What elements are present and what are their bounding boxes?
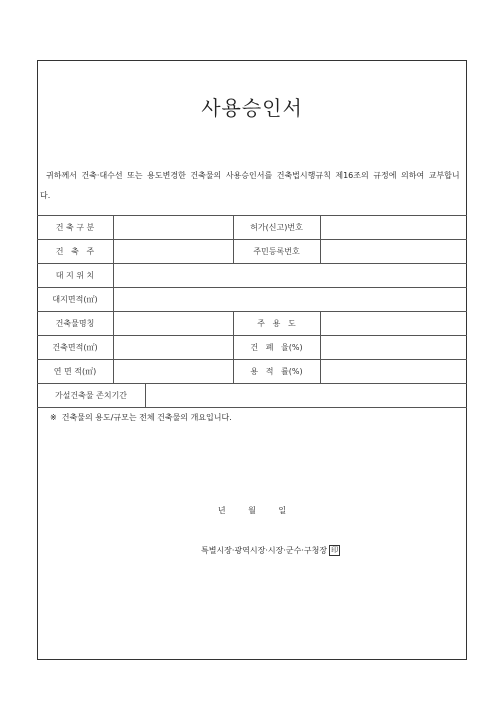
issue-date bbox=[0, 505, 504, 516]
permit-number-label: 허가(신고)번호 bbox=[250, 222, 303, 232]
total-floor-area-field bbox=[113, 359, 233, 383]
temporary-duration-field bbox=[145, 383, 467, 407]
building-area-label: 건축면적(㎡) bbox=[52, 342, 98, 352]
owner-label: 건 축 주 bbox=[55, 246, 95, 256]
site-location-field bbox=[113, 263, 467, 287]
issuing-authority bbox=[201, 545, 340, 556]
intro-paragraph: 귀하께서 건축·대수선 또는 용도변경한 건축물의 사용승인서를 건축법시행규칙 제16조의 규정에 의하여 교부합니다. bbox=[40, 171, 460, 200]
floor-area-ratio-label: 용 적 률(%) bbox=[250, 366, 303, 376]
resident-registration-number-label: 주민등록번호 bbox=[253, 246, 300, 256]
site-area-label: 대지면적(㎡) bbox=[52, 294, 98, 304]
table-border-bottom bbox=[37, 407, 467, 408]
building-category-label: 건 축 구 분 bbox=[55, 222, 95, 232]
authority-name: 특별시장·광역시장·시장·군수·구청장 bbox=[201, 546, 328, 555]
date-day-label: 일 bbox=[278, 506, 287, 515]
building-coverage-ratio-label: 건 폐 율(%) bbox=[250, 342, 303, 352]
total-floor-area-label: 연 면 적(㎡) bbox=[53, 366, 97, 376]
document-title: 사용승인서 bbox=[201, 96, 303, 120]
permit-number-field bbox=[320, 215, 467, 239]
approval-form-table bbox=[37, 215, 467, 407]
building-area-field bbox=[113, 335, 233, 359]
site-area-field bbox=[113, 287, 467, 311]
owner-field bbox=[113, 239, 233, 263]
building-name-field bbox=[113, 311, 233, 335]
resident-registration-number-field bbox=[320, 239, 467, 263]
building-coverage-ratio-field bbox=[320, 335, 467, 359]
building-category-field bbox=[113, 215, 233, 239]
seal-mark: 印 bbox=[331, 546, 339, 554]
floor-area-ratio-field bbox=[320, 359, 467, 383]
date-year-label: 년 bbox=[217, 506, 226, 515]
date-month-label: 월 bbox=[248, 506, 256, 515]
main-use-label: 주 용 도 bbox=[257, 318, 296, 328]
temporary-duration-label: 가설건축물 존치기간 bbox=[54, 390, 128, 400]
building-name-label: 건축물명칭 bbox=[55, 318, 95, 328]
footnote: ※ 건축물의 용도/규모는 전체 건축물의 개요입니다. bbox=[50, 413, 232, 422]
main-use-field bbox=[320, 311, 467, 335]
site-location-label: 대 지 위 치 bbox=[55, 270, 95, 280]
